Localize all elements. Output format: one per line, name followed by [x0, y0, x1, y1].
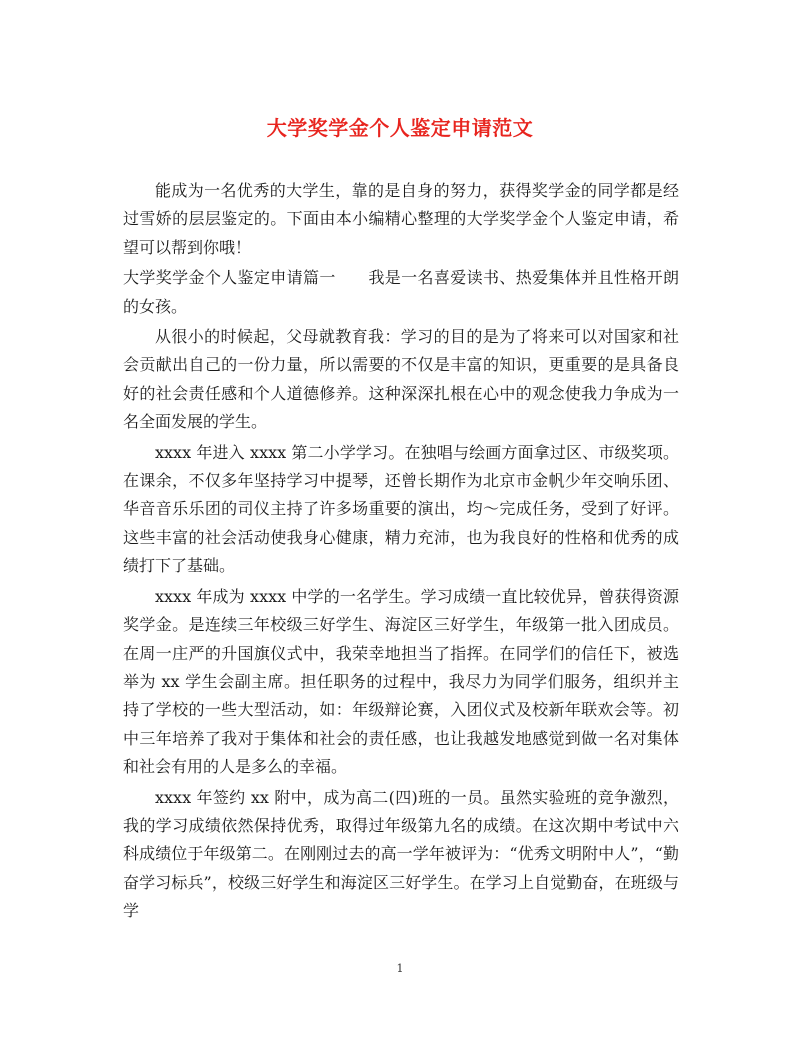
body-paragraph-childhood: 从很小的时候起，父母就教育我：学习的目的是为了将来可以对国家和社会贡献出自己的一份力量，所以需要的不仅是丰富的知识，更重要的是具备良好的社会责任感和个人道德修养。这种深深扎根在心中的观念使我力争成为一名全面发展的学生。 — [123, 327, 679, 432]
body-paragraph-high-school: xxxx 年签约 xx 附中，成为高二(四)班的一员。虽然实验班的竞争激烈，我的学习成绩依然保持优秀，取得过年级第九名的成绩。在这次期中考试中六科成绩位于年级第二。在刚刚过去的高一学年被评为：“优秀文明附中人”，“勤奋学习标兵”，校级三好学生和海淀区三好学生。在学习上自觉勤奋，在班级与学 — [123, 787, 679, 921]
page-number: 1 — [396, 962, 404, 975]
document-body — [123, 177, 679, 928]
body-paragraph-middle-school: xxxx 年成为 xxxx 中学的一名学生。学习成绩一直比较优异，曾获得资源奖学金。是连续三年校级三好学生、海淀区三好学生，年级第一批入团成员。在周一庄严的升国旗仪式中，我荣幸地担当了指挥。在同学们的信任下，被选举为 xx 学生会副主席。担任职务的过程中，我尽力为同学们服务，组织并主持了学校的一些大型活动，如：年级辩论赛，入团仪式及校新年联欢会等。初中三年培养了我对于集体和社会的责任感，也让我越发地感觉到做一名对集体和社会有用的人是多么的幸福。 — [123, 586, 679, 777]
document-title: 大学奖学金个人鉴定申请范文 — [266, 116, 534, 140]
body-paragraph-primary-school: xxxx 年进入 xxxx 第二小学学习。在独唱与绘画方面拿过区、市级奖项。在课余，不仅多年坚持学习中提琴，还曾长期作为北京市金帆少年交响乐团、华音音乐乐团的司仪主持了许多场重要的演出，均～完成任务，受到了好评。这些丰富的社会活动使我身心健康，精力充沛，也为我良好的性格和优秀的成绩打下了基础。 — [123, 442, 679, 576]
intro-paragraph: 能成为一名优秀的大学生，靠的是自身的努力，获得奖学金的同学都是经过雪娇的层层鉴定的。下面由本小编精心整理的大学奖学金个人鉴定申请，希望可以帮到你哦！ — [123, 181, 679, 257]
section-heading-paragraph: 大学奖学金个人鉴定申请篇一 我是一名喜爱读书、热爱集体并且性格开朗的女孩。 — [123, 268, 679, 316]
